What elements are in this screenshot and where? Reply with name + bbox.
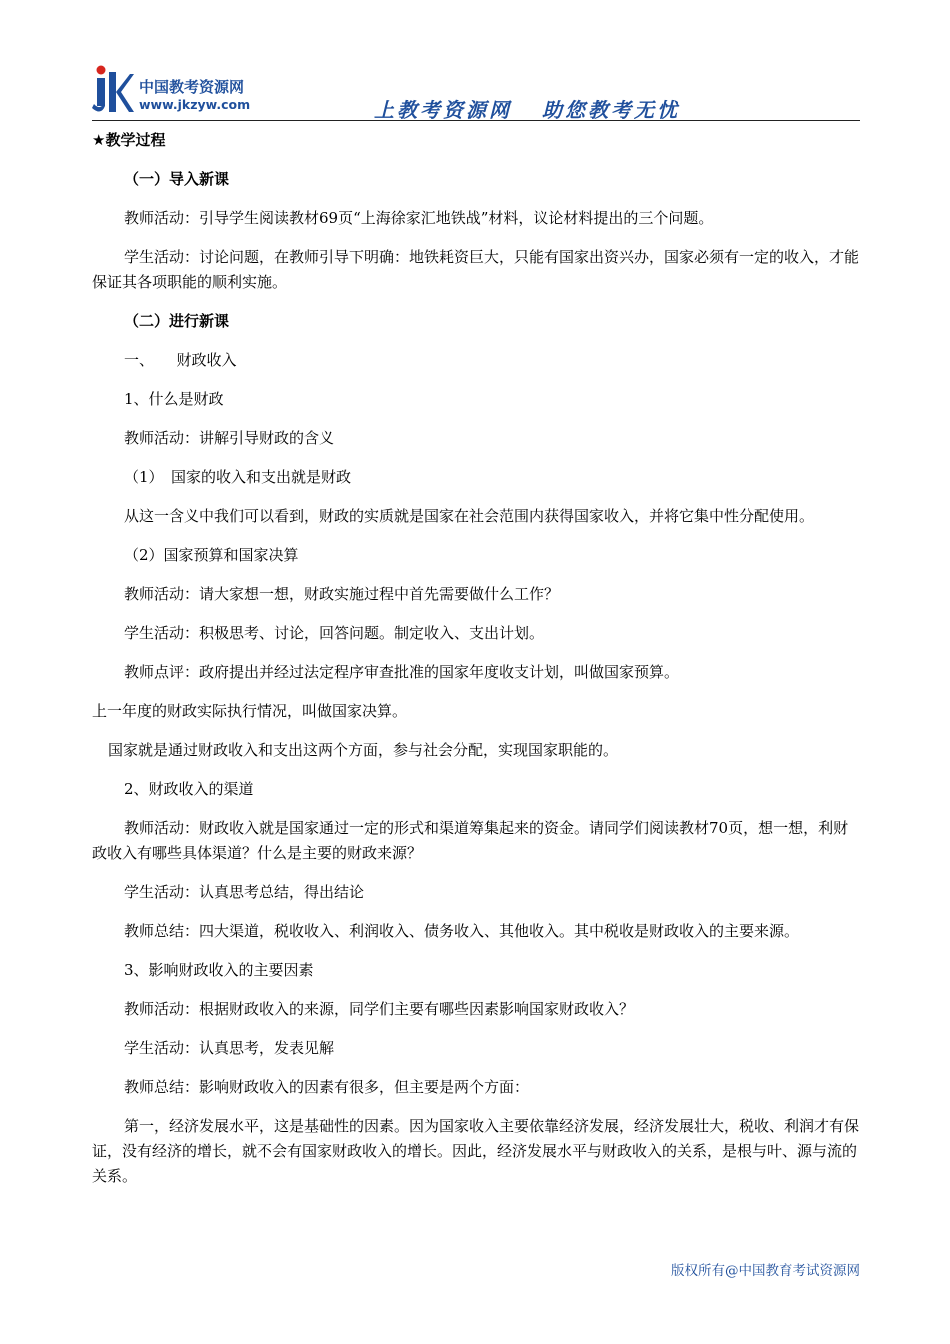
page-header (92, 62, 860, 124)
paragraph: 国家就是通过财政收入和支出这两个方面，参与社会分配，实现国家职能的。 (108, 741, 619, 759)
paragraph: 教师点评：政府提出并经过法定程序审查批准的国家年度收支计划，叫做国家预算。 (124, 663, 680, 681)
slogan-right: 助您教考无忧 (542, 98, 680, 122)
paragraph: 学生活动：讨论问题，在教师引导下明确：地铁耗资巨大，只能有国家出资兴办，国家必须有一定的收入，才能保证其各项职能的顺利实施。 (92, 248, 860, 291)
document-body (92, 128, 860, 1189)
paragraph: 学生活动：积极思考、讨论，回答问题。制定收入、支出计划。 (124, 624, 545, 642)
paragraph: 教师总结：影响财政收入的因素有很多，但主要是两个方面： (124, 1078, 530, 1096)
paragraph: 3、影响财政收入的主要因素 (124, 961, 314, 979)
subsection-heading: （二）进行新课 (124, 312, 230, 330)
subsection-heading: （一）导入新课 (124, 170, 230, 188)
header-slogan (374, 94, 680, 123)
header-divider (92, 120, 860, 121)
paragraph: （1） 国家的收入和支出就是财政 (124, 468, 352, 486)
site-name: 中国教考资源网 (139, 78, 245, 96)
paragraph: 学生活动：认真思考总结，得出结论 (124, 883, 365, 901)
section-heading: ★教学过程 (92, 131, 166, 149)
paragraph: 教师活动：请大家想一想，财政实施过程中首先需要做什么工作？ (124, 585, 560, 603)
site-url[interactable]: www.jkzyw.com (139, 97, 251, 112)
slogan-left: 上教考资源网 (374, 98, 512, 122)
paragraph: 第一，经济发展水平，这是基础性的因素。因为国家收入主要依靠经济发展，经济发展壮大，税收、利润才有保证，没有经济的增长，就不会有国家财政收入的增长。因此，经济发展水平与财政收入的关系，是根与叶、源与流的关系。 (92, 1117, 860, 1185)
paragraph: 上一年度的财政实际执行情况，叫做国家决算。 (92, 702, 408, 720)
paragraph: 学生活动：认真思考，发表见解 (124, 1039, 335, 1057)
paragraph: （2）国家预算和国家决算 (124, 546, 299, 564)
paragraph: 教师活动：讲解引导财政的含义 (124, 429, 335, 447)
paragraph: 教师活动：引导学生阅读教材69页“上海徐家汇地铁战”材料，议论材料提出的三个问题。 (124, 209, 714, 227)
paragraph: 从这一含义中我们可以看到，财政的实质就是国家在社会范围内获得国家收入，并将它集中性分配使用。 (124, 507, 815, 525)
paragraph: 教师总结：四大渠道，税收收入、利润收入、债务收入、其他收入。其中税收是财政收入的主要来源。 (124, 922, 800, 940)
paragraph: 教师活动：财政收入就是国家通过一定的形式和渠道筹集起来的资金。请同学们阅读教材70页，想一想，利财政收入有哪些具体渠道？什么是主要的财政来源？ (92, 819, 849, 862)
paragraph: 教师活动：根据财政收入的来源，同学们主要有哪些因素影响国家财政收入？ (124, 1000, 635, 1018)
paragraph: 1、什么是财政 (124, 390, 224, 408)
paragraph: 一、 财政收入 (124, 351, 237, 369)
page-footer-copyright: 版权所有@中国教育考试资源网 (671, 1263, 860, 1279)
paragraph: 2、财政收入的渠道 (124, 780, 254, 798)
jk-logo-icon (92, 62, 134, 116)
site-logo[interactable] (92, 62, 292, 120)
